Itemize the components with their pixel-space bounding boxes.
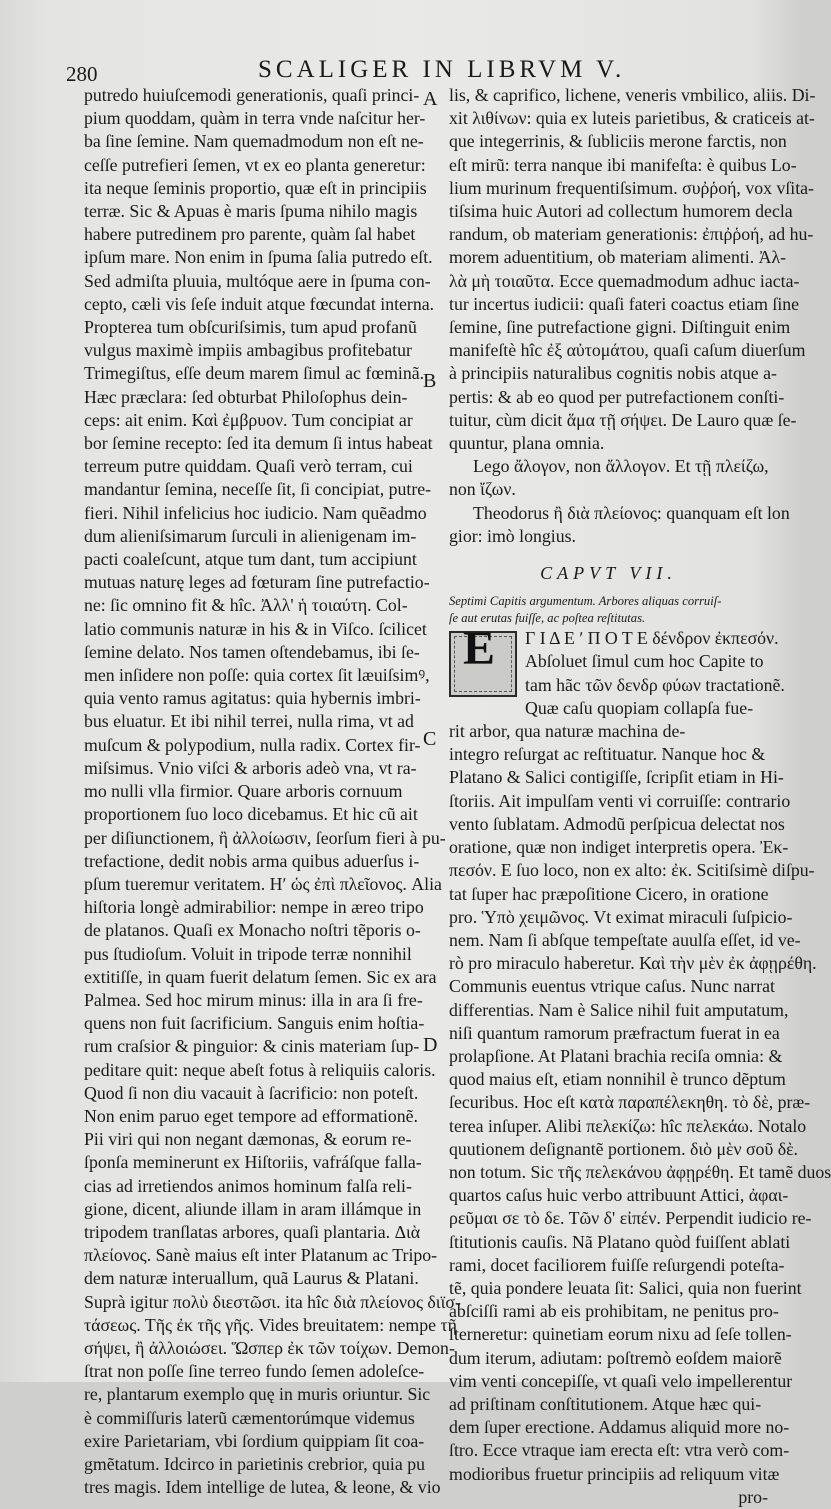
text-line: ceſſe putrefieri ſemen, vt ex eo planta generetur:	[84, 154, 426, 175]
text-line: rò pro miraculo haberetur. Καὶ τὴν μὲν ἐκ ἀφῃρέθη.	[449, 953, 817, 974]
text-line: vulgus maximè impiis ambagibus profitebatur	[84, 340, 412, 361]
text-line: latio communis naturæ in his & in Viſco. ſcilicet	[84, 618, 427, 639]
text-line: lis, & caprifico, lichene, veneris vmbilico, aliis. Di-	[449, 85, 816, 105]
text-line: men inſidere non poſſe: quia cortex ſit læuiſsimꝰ,	[84, 665, 430, 686]
text-line: Theodorus ἢ διὰ πλείονος: quanquam eſt lon	[473, 502, 790, 523]
text-line: Lego ἄλογον, non ἄλλογον. Et τῇ πλείζω,	[473, 456, 769, 477]
page-header	[66, 56, 766, 86]
text-line: tur incertus iudicii: quaſi fateri coactus etiam ſine	[449, 293, 800, 314]
text-line: mo nulli vlla firmior. Quare arboris cornuum	[84, 781, 403, 802]
left-column	[84, 84, 461, 1499]
margin-letter-d: D	[423, 1034, 438, 1056]
text-line: modioribus fruetur principiis ad reliquum vitæ	[449, 1463, 780, 1484]
text-line: per diſiunctionem, ἢ ἀλλοίωσιν, ſeorſum fieri à pu-	[84, 827, 446, 848]
text-line: terea inſuper. Alibi πελεκίζω: hîc πελεκάω. Notalo	[449, 1115, 807, 1136]
text-line: miſsimus. Vnio viſci & arboris adeò vna, vt ra-	[84, 757, 417, 778]
text-line: rami, docet faciliorem fuiſſe reſurgendi poteſta-	[449, 1254, 785, 1275]
text-line: quod maius eſt, etiam nonnihil è trunco dẽptum	[449, 1069, 786, 1090]
text-line: gmẽtatum. Idcirco in parietinis crebrior, quia pu	[84, 1453, 425, 1474]
text-line: Suprà igitur πολὺ διεστῶσι. ita hîc διὰ πλείονος διϊσ-	[84, 1291, 461, 1312]
text-line: ipſum mare. Non enim in ſpuma ſalia putredo eſt.	[84, 247, 433, 268]
text-line: Sed admiſta pluuia, multóque aere in ſpuma con-	[84, 270, 431, 291]
text-line: quia vento ramus agitatus: quia hybernis imbri-	[84, 688, 421, 709]
chapter-argument: ſe aut erutas fuiſſe, ac poſtea reſtitutas.	[449, 611, 646, 626]
text-line: gior: imò longius.	[449, 525, 576, 546]
text-line: Palmea. Sed hoc mirum minus: illa in ara ſi fre-	[84, 989, 423, 1010]
text-line: πεσόν. E ſuo loco, non ex alto: ἐκ. Scitiſsimè diſpu-	[449, 860, 815, 881]
text-line: peditare quit: neque abeſt fotus à reliquiis caloris.	[84, 1059, 436, 1080]
text-line: manifeſtè hîc ἐξ αὐτομάτου, quaſi caſum diuerſum	[449, 340, 806, 361]
text-line: proportionem ſuo loco dicebamus. Et hic cũ ait	[84, 804, 418, 825]
text-line: exire Parietariam, vbi ſordium quippiam ſit coa-	[84, 1430, 425, 1451]
text-line: non totum. Sic τῆς πελεκάνου ἀφῃρέθη. Et tamẽ duos	[449, 1161, 831, 1182]
text-line: vim venti concepiſſe, vt quaſi velo impellerentur	[449, 1370, 793, 1391]
text-line: ſtro. Ecce vtraque iam erecta eſt: vtra verò com-	[449, 1440, 790, 1461]
text-line: τάσεως. Τῆς ἐκ τῆς γῆς. Vides breuitatem: nempe τῆ	[84, 1314, 457, 1335]
text-line: extitiſſe, in quam fuerit delatum ſemen. Sic ex ara	[84, 966, 437, 987]
text-line: ad priſtinam conſtitutionem. Atque hæc qui-	[449, 1393, 762, 1414]
margin-letter-b: B	[423, 370, 437, 392]
text-line: ſtrat non poſſe ſine terreo fundo ſemen adoleſce-	[84, 1361, 425, 1382]
text-line: cepto, cæli vis ſeſe induit atque fœcundat interna.	[84, 293, 435, 314]
text-line: terræ. Sic & Apuas è maris ſpuma nihilo magis	[84, 201, 418, 222]
text-line: σήψει, ἢ ἀλλοιώσει. Ὥσπερ ἐκ τῶν τοίχων. Demon-	[84, 1337, 455, 1358]
text-line: rit arbor, qua naturæ machina de-	[449, 721, 686, 742]
text-line: tẽ, quia pondere leuata ſit: Salici, quia non fuerint	[449, 1277, 802, 1298]
chapter-heading: CAPVT VII.	[540, 563, 677, 584]
text-line: bus eluatur. Et ibi nihil terrei, nulla rima, vt ad	[84, 711, 414, 732]
text-line: oratione, quæ non indiget interpretis opera. Ἐκ-	[449, 837, 789, 858]
text-line: Hæc præclara: ſed obturbat Philoſophus dein-	[84, 386, 408, 407]
text-line: habere putredinem pro parente, quàm ſal habet	[84, 224, 416, 245]
text-line: dem ſuper erectione. Addamus aliquid more no-	[449, 1417, 790, 1438]
text-line: terreum putre quiddam. Quaſi verò terram, cui	[84, 456, 413, 477]
text-line: quartos caſus huic verbo attribuunt Attici, ἀφαι-	[449, 1185, 789, 1206]
text-line: pium quoddam, quàm in terra vnde naſcitur her-	[84, 108, 426, 129]
text-line: à principiis naturalibus cognitis nobis atque a-	[449, 363, 777, 384]
text-line: Quod ſi non diu vacauit à ſacrificio: non poteſt.	[84, 1082, 419, 1103]
text-line: bor ſemine recepto: ſed ita demum ſi intus habeat	[84, 433, 433, 454]
text-line: quuntur, plana omnia.	[449, 433, 605, 454]
text-line: ſterneretur: quinetiam eorum nixu ad ſeſe tollen-	[449, 1324, 792, 1345]
text-line: eſt mirũ: terra nanque ibi manifeſta: è quibus Lo-	[449, 154, 797, 175]
text-line: mutuas naturę leges ad fœturam ſine putrefactio-	[84, 572, 430, 593]
text-line: dem naturæ interuallum, quã Laurus & Platani.	[84, 1268, 419, 1289]
folio-number: 280	[66, 62, 98, 86]
text-line: hiſtoria longè admirabilior: nempe in æreo tripo	[84, 897, 424, 918]
text-line: pus ſtudioſum. Voluit in tripode terræ nonnihil	[84, 943, 412, 964]
text-line: tuitur, cùm dicit ἅμα τῇ σήψει. De Lauro quæ ſe-	[449, 409, 797, 430]
text-line: niſi quantum ramorum præfractum fuerat in ea	[449, 1022, 780, 1043]
text-line: ſponſa meminerunt ex Hiſtoriis, vafráſque falla-	[84, 1152, 422, 1173]
text-line: pertis: & ab eo quod per putrefactionem conſti-	[449, 386, 785, 407]
text-line: Communis euentus vtrique caſus. Nunc narrat	[449, 976, 775, 997]
text-line: prolapſione. At Platani brachia reciſa omnia: &	[449, 1045, 783, 1066]
text-line: ſtoriis. Ait impulſam venti vi corruiſſe: contrario	[449, 790, 791, 811]
text-line: non ἴζων.	[449, 479, 516, 500]
chapter-argument: Septimi Capitis argumentum. Arbores aliquas corruiſ-	[449, 594, 722, 609]
text-line: quutionem deſignantẽ portionem. διὸ μὲν σοῦ δὲ.	[449, 1138, 798, 1159]
text-line: tam hãc τῶν δενδρ φύων tractationẽ.	[525, 674, 785, 695]
right-column	[449, 84, 831, 1509]
decorated-initial	[449, 622, 517, 697]
text-line: lium murinum frequentiſsimum. συῤῥοή, vox vſita-	[449, 177, 814, 198]
text-line: mandantur ſemina, neceſſe ſit, ſi concipiat, putre-	[84, 479, 432, 500]
text-line: muſcum & polypodium, nulla radix. Cortex fir-	[84, 734, 421, 755]
text-line: fieri. Nihil infelicius hoc iudicio. Nam quẽadmo	[84, 502, 427, 523]
text-line: abſciſſi rami ab eis prohibitam, ne penitus pro-	[449, 1301, 779, 1322]
text-line: dum iterum, adiutam: poſtremò eoſdem maiorẽ	[449, 1347, 782, 1368]
text-line: λὰ μὴ τοιαῦτα. Ecce quemadmodum adhuc iacta-	[449, 270, 800, 291]
text-line: integro reſurgat ac reſtituatur. Nanque hoc &	[449, 744, 766, 765]
text-line: pſum tueremur veritatem. Ηʹ ὡς ἐπὶ πλεῖονος. Alia	[84, 873, 442, 894]
text-line: tripodem tranſlatas arbores, quaſi plantaria. Διὰ	[84, 1221, 421, 1242]
text-line: Γ Ι Δ Ε ʹ Π Ο Τ Ε δένδρον ἐκπεσόν.	[525, 628, 779, 649]
text-line: ſtitutionis cauſis. Nã Platano quòd fuiſſent ablati	[449, 1231, 791, 1252]
chapter-body-text	[449, 743, 831, 1486]
margin-letter-c: C	[423, 728, 437, 750]
text-line: pacti coaleſcunt, atque tum dant, tum accipiunt	[84, 549, 417, 570]
text-line: trefactione, dedit nobis arma quibus aduerſus i-	[84, 850, 420, 871]
text-line: ita neque ſeminis proportio, quæ eſt in principiis	[84, 177, 427, 198]
text-line: re, plantarum exemplo quę in muris oriuntur. Sic	[84, 1384, 431, 1405]
right-column-commentary	[449, 84, 816, 455]
text-line: tres magis. Idem intellige de lutea, & leone, & vio	[84, 1477, 441, 1498]
text-line: differentias. Nam è Salice nihil fuit amputatum,	[449, 999, 789, 1020]
text-line: Non enim paruo eget tempore ad efformationẽ.	[84, 1105, 418, 1126]
text-line: de platanos. Quaſi ex Monacho noſtri tẽporis o-	[84, 920, 421, 941]
text-line: ſemine delato. Nos tamen oſtendebamus, ibi ſe-	[84, 641, 420, 662]
text-line: ba ſine ſemine. Nam quemadmodum non eſt ne-	[84, 131, 424, 152]
text-line: Abſoluet ſimul cum hoc Capite to	[525, 651, 764, 672]
right-column-notes	[449, 455, 790, 548]
text-line: xit λιθίνων: quia ex luteis parietibus, & craticeis at-	[449, 108, 815, 129]
text-line: putredo huiuſcemodi generationis, quaſi princi-	[84, 85, 420, 105]
initial-letter: E	[463, 622, 496, 676]
catchword: pro-	[738, 1486, 768, 1507]
text-line: ρεῦμαι σε τὸ δε. Τῶν δ' εἰπέν. Perpendit iudicio re-	[449, 1208, 812, 1229]
text-line: vento ſublatam. Admodũ perſpicua delectat nos	[449, 813, 785, 834]
text-line: ſecuribus. Hoc eſt κατὰ παραπέλεκηθη. τὸ δὲ, præ-	[449, 1092, 811, 1113]
text-line: è commiſſuris laterũ cæmentorúmque videmus	[84, 1407, 415, 1428]
text-line: ceps: ait enim. Καὶ ἐμβρυον. Tum concipiat ar	[84, 409, 413, 430]
text-line: ne: ſic omnino fit & hîc. Ἀλλ' ἡ τοιαύτη. Col-	[84, 595, 408, 616]
text-line: que integerrinis, & ſubliciis merone farctis, non	[449, 131, 787, 152]
text-line: quens non fuit ſacrificium. Sanguis enim hoſtia-	[84, 1013, 425, 1034]
text-line: dum alieniſsimarum ſurculi in alienigenam im-	[84, 525, 417, 546]
text-line: Trimegiſtus, eſſe deum marem ſimul ac fœminã.	[84, 363, 425, 384]
text-line: pro. Ὑπὸ χειμῶνος. Vt eximat miraculi ſuſpicio-	[449, 906, 793, 927]
text-line: cias ad irretiendos animos hominum falſa reli-	[84, 1175, 412, 1196]
text-line: Propterea tum obſcuriſsimis, tum apud profanũ	[84, 317, 417, 338]
text-line: randum, ob materiam generationis: ἐπιῤῥοή, ad hu-	[449, 224, 814, 245]
text-line: tiſsima huic Autori ad collectum humorem decla	[449, 201, 793, 222]
margin-letter-a: A	[423, 88, 438, 110]
text-line: Pii viri qui non negant dæmonas, & eorum re-	[84, 1129, 412, 1150]
running-title: SCALIGER IN LIBRVM V.	[258, 56, 626, 83]
text-line: Quæ caſu quopiam collapſa fue-	[525, 697, 754, 718]
text-line: morem aduentitium, ob materiam alimenti. Ἀλ-	[449, 247, 786, 268]
text-line: gione, dicent, aliunde illam in aram illámque in	[84, 1198, 422, 1219]
text-line: nem. Nam ſi abſque tempeſtate auulſa eſſet, id ve-	[449, 929, 801, 950]
text-line: Platano & Salici contigiſſe, ſcripſit etiam in Hi-	[449, 767, 784, 788]
text-line: πλείονος. Sanè maius eſt inter Platanum ac Tripo-	[84, 1245, 438, 1266]
text-line: rum craſsior & pinguior: & cinis materiam ſup-	[84, 1036, 420, 1057]
text-line: tat ſuper hac præpoſitione Cicero, in oratione	[449, 883, 769, 904]
chapter-opening	[449, 622, 785, 743]
text-line: ſemine, ſine putrefactione gigni. Diſtinguit enim	[449, 317, 791, 338]
